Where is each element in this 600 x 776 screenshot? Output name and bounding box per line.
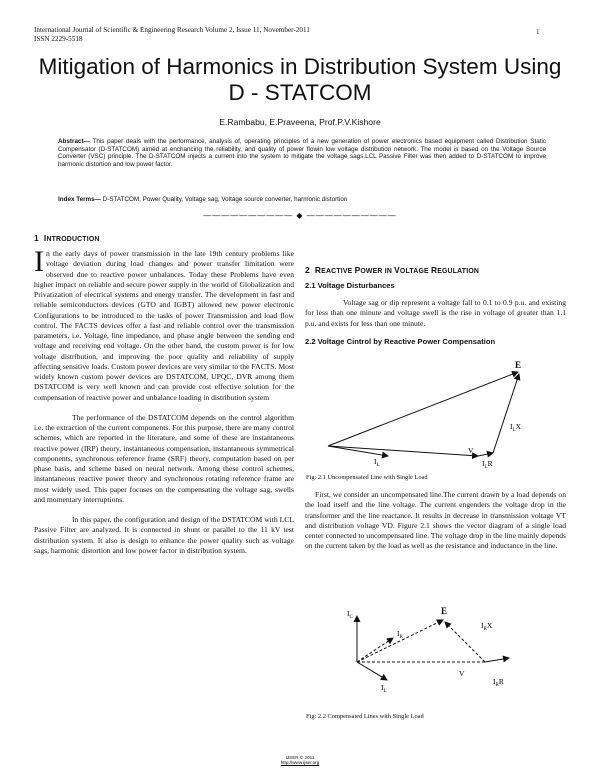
label-IL: $I_L$ — [374, 457, 380, 468]
label-IRX: $I_RX$ — [481, 621, 493, 632]
abstract-label: Abstract— — [58, 138, 90, 145]
section-divider: —————————— ◆ —————————— — [203, 211, 397, 220]
vector-IRX — [445, 622, 485, 662]
intro-paragraph-2: The performance of the DSTATCOM depends on the control algorithm i.e. the extraction of the current components. For this purpose, there are many control schemes, which are reported in the literature, and some of these are instantaneous reactive power (IRP) theory, instantaneous compensation, instantaneous symmetrical components, synchronous reference frame (SRF) theory, computation based on per phase basis, and scheme based on neural network. Among these control schemes, instantaneous reactive power theory and synchronous rotating reference frame are most widely used. This paper focuses on the compensating the voltage sag, swells and momentary interruptions. — [34, 412, 294, 504]
vector-IL2 — [357, 662, 387, 680]
intro-paragraph-3: In this paper, the configuration and design of the DSTATCOM with LCL Passive Filter are analyzed. It is connected in shunt or parallel to the 11 kV test distribution system. It also is design to enhance the power quality such as voltage sags, harmonic distortion and low power factor in distribution system. — [34, 515, 294, 555]
drop-cap: I — [34, 245, 44, 278]
authors: E.Rambabu, E.Praveena, Prof.P.V.Kishore — [219, 117, 381, 127]
label-V: V — [468, 446, 474, 455]
issn: ISSN 2229-5518 — [34, 34, 83, 43]
index-terms — [58, 196, 546, 204]
label-E2: E — [441, 606, 448, 616]
vector-E — [328, 372, 518, 446]
label-ILX: $I_LX$ — [510, 422, 521, 433]
index-terms-label: Index Terms— — [58, 196, 101, 203]
label-V2: V — [459, 669, 465, 678]
label-IR: $I_R$ — [397, 629, 403, 640]
vector-E2 — [357, 620, 443, 662]
label-IC: $I_C$ — [347, 609, 353, 620]
section-1-heading: 1 INTRODUCTION — [34, 233, 100, 243]
vector-ILR — [478, 453, 493, 456]
index-terms-text: D-STATCOM, Power Quality, Voltage sag, Voltage source converter, harmonic distortion — [100, 196, 348, 203]
vector-ILX — [493, 374, 519, 453]
abstract-text: This paper deals with the performance, analysis of, operating principles of a new generation of power electronics based equipment called Distribution Static Compensator (D-STATCOM) aimed at enchancing the reliability, and quality of power flowin low voltage distribution network. The model is based on the Voltage Source Converter (VSC) principle. The D-STATCOM injects a current into the system to mitigate the voltage sags.LCL Passive Filter was then added to D-STATCOM to improve harmonic distortion and low power factor. — [58, 138, 546, 168]
figure-2-2-vector-diagram — [335, 602, 555, 712]
label-E: E — [515, 360, 522, 370]
figure-2-1-caption: Fig: 2.1 Uncompensated Line with Single Load — [306, 474, 428, 481]
vector-IR — [357, 638, 393, 662]
figure-2-1-vector-diagram — [318, 358, 548, 468]
page-footer — [0, 755, 600, 766]
label-IRR: $I_RR$ — [493, 677, 504, 688]
vector-IRR — [485, 658, 509, 662]
journal-name: International Journal of Scientific & Engineering Research Volume 2, Issue 11, November-2011 — [34, 26, 310, 34]
copyright: IJSER © 2011 — [285, 755, 315, 760]
subsection-2-1-text: Voltage sag or dip represent a voltage fall to 0.1 to 0.9 p.u. and existing for less than one minute and voltage swell is the rise in voltage of greater than 1.1 p.u. and exists for less than one minute. — [305, 298, 566, 328]
section-2-heading: 2 REACTIVE POWER IN VOLTAGE REGULATION — [305, 265, 480, 275]
paper-title: Mitigation of Harmonics in Distribution System Using D - STATCOM — [38, 54, 562, 105]
intro-paragraph-1: In the early days of power transmission in the late 19th century problems like voltage deviation during load changes and power transfer limitation were observed due to reactive power unbalances. Today these Problems have even higher impact on reliable and secure power supply in the world of Globalization and Privatization of electrical systems and energy transfer. The development in fast and reliable semiconductors devices (GTO and IGBT) allowed new power electronic Configurations to be introduced to the tasks of power Transmission and load flow control. The FACTS devices offer a fast and reliable control over the transmission parameters, i.e. Voltage, line impedance, and phase angle between the sending end voltage and receiving end voltage. On the other hand, the custom power is for low voltage distribution, and improving the poor quality and reliability of supply affecting sensitive loads. Custom power devices are very similar to the FACTS. Most widely known custom power devices are DSTATCOM, UPQC, DVR among them DSTATCOM is very well known and can provide cost effective solution for the compensation of reactive power and unbalance loading in distribution system — [34, 245, 294, 402]
label-ILR: $I_LR$ — [482, 459, 493, 468]
vector-V — [328, 446, 478, 456]
journal-header — [34, 26, 554, 43]
page-number: 1 — [536, 28, 540, 36]
journal-url-link[interactable]: http://www.ijser.org — [280, 760, 320, 766]
left-column — [34, 233, 294, 556]
subsection-2-2-heading: 2.2 Voltage Cintrol by Reactive Power Compensation — [305, 336, 496, 346]
subsection-2-1-heading: 2.1 Voltage Disturbances — [305, 281, 395, 290]
paragraph-after-figure-2-1: First, we consider an uncompensated line.The current drawn by a load depends on the load itself and the line voltage. The current engenders the voltage drop in the transformer and the line reactance. It results in decrease in transmission voltage VT and distribution voltage VD. Figure 2.1 shows the vector diagram of a single load center connected to uncompensated line. The voltage drop in the line mainly depends on the current taken by the load as well as the resistance and inductance in the line. — [305, 490, 566, 551]
abstract — [58, 138, 546, 168]
label-IL2: $I_L$ — [381, 683, 387, 694]
figure-2-2-caption: Fig: 2.2 Compensated Lines with Single Load — [306, 713, 424, 720]
right-column — [305, 265, 566, 346]
